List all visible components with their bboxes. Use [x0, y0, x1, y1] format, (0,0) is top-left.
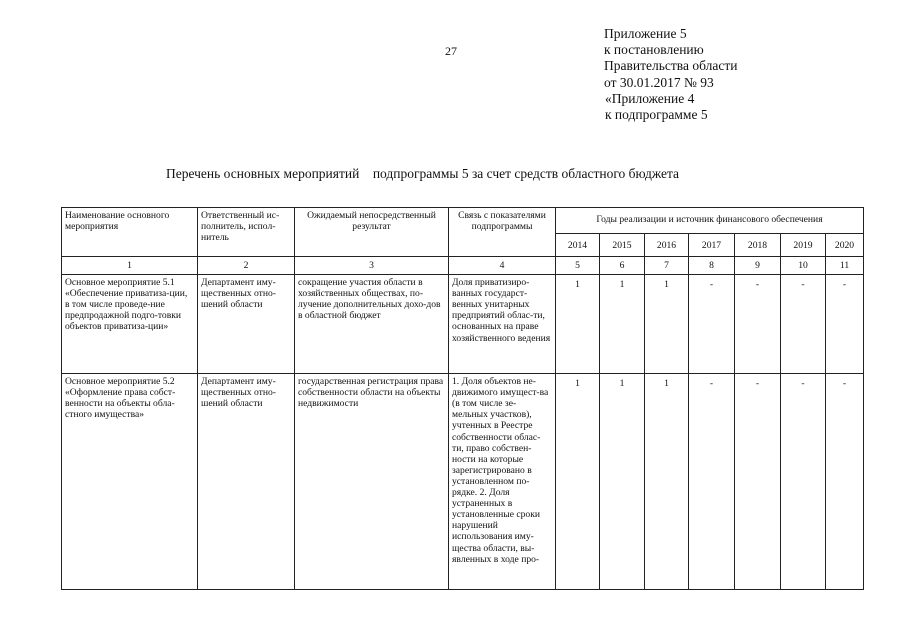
- year-value: -: [781, 275, 826, 374]
- appendix-line: к постановлению: [604, 42, 704, 58]
- column-number: 3: [295, 257, 449, 275]
- header-year: 2018: [735, 234, 781, 257]
- column-number: 7: [645, 257, 689, 275]
- column-number: 9: [735, 257, 781, 275]
- activity-name: Основное мероприятие 5.2 «Оформление права собст-венности на объекты обла-стного имущества»: [62, 374, 198, 590]
- page-number: 27: [445, 44, 457, 58]
- appendix-line: Правительства области: [604, 58, 738, 74]
- year-value: 1: [645, 374, 689, 590]
- year-value: 1: [645, 275, 689, 374]
- header-year: 2020: [826, 234, 864, 257]
- year-value: -: [689, 275, 735, 374]
- column-numbers-row: [62, 257, 864, 275]
- year-value: 1: [556, 275, 600, 374]
- year-value: -: [735, 275, 781, 374]
- column-number: 8: [689, 257, 735, 275]
- activity-executor: Департамент иму-щественных отно-шений области: [198, 374, 295, 590]
- header-link: Связь с показателями подпрограммы: [449, 208, 556, 257]
- year-value: 1: [600, 374, 645, 590]
- table-row: [62, 275, 864, 374]
- activity-name: Основное мероприятие 5.1 «Обеспечение приватиза-ции, в том числе проведе-ние предпродажной подго-товки объектов приватиза-ции»: [62, 275, 198, 374]
- header-name: Наименование основного мероприятия: [62, 208, 198, 257]
- column-number: 1: [62, 257, 198, 275]
- column-number: 4: [449, 257, 556, 275]
- appendix-line: Приложение 5: [604, 26, 687, 41]
- year-value: -: [826, 275, 864, 374]
- year-value: 1: [600, 275, 645, 374]
- activity-indicator-link: Доля приватизиро-ванных государст-венных унитарных предприятий облас-ти, основанных на праве хозяйственного ведения: [449, 275, 556, 374]
- header-result: Ожидаемый непосредственный результат: [295, 208, 449, 257]
- document-title: Перечень основных мероприятий подпрограммы 5 за счет средств областного бюджета: [166, 166, 680, 181]
- header-years-group: Годы реализации и источник финансового обеспечения: [556, 208, 864, 234]
- activities-table: [61, 207, 864, 590]
- appendix-block: [604, 26, 737, 123]
- header-year: 2019: [781, 234, 826, 257]
- appendix-line: «Приложение 4: [605, 90, 695, 106]
- header-year: 2015: [600, 234, 645, 257]
- header-year: 2014: [556, 234, 600, 257]
- activity-indicator-link: 1. Доля объектов не-движимого имущест-ва (в том числе зе-мельных участков), учтенных в Реестре собственности облас-ти, право собствен-ности на которые зарегистрировано в установленном по-рядке. 2. Доля устраненных в установленные сроки нарушений использования иму-щества области, вы-явленных в ходе про-: [449, 374, 556, 590]
- activity-executor: Департамент иму-щественных отно-шений области: [198, 275, 295, 374]
- appendix-line: от 30.01.2017 № 93: [604, 74, 714, 90]
- header-year: 2016: [645, 234, 689, 257]
- year-value: -: [735, 374, 781, 590]
- column-number: 6: [600, 257, 645, 275]
- year-value: -: [781, 374, 826, 590]
- year-value: -: [689, 374, 735, 590]
- header-executor: Ответственный ис-полнитель, испол-нитель: [198, 208, 295, 257]
- year-value: -: [826, 374, 864, 590]
- appendix-line: к подпрограмме 5: [605, 107, 708, 123]
- header-row: [62, 208, 864, 234]
- column-number: 2: [198, 257, 295, 275]
- activity-result: государственная регистрация права собственности области на объекты недвижимости: [295, 374, 449, 590]
- column-number: 5: [556, 257, 600, 275]
- header-year: 2017: [689, 234, 735, 257]
- table-row: [62, 374, 864, 590]
- column-number: 10: [781, 257, 826, 275]
- column-number: 11: [826, 257, 864, 275]
- year-value: 1: [556, 374, 600, 590]
- activity-result: сокращение участия области в хозяйственных обществах, по-лучение дополнительных дохо-дов в областной бюджет: [295, 275, 449, 374]
